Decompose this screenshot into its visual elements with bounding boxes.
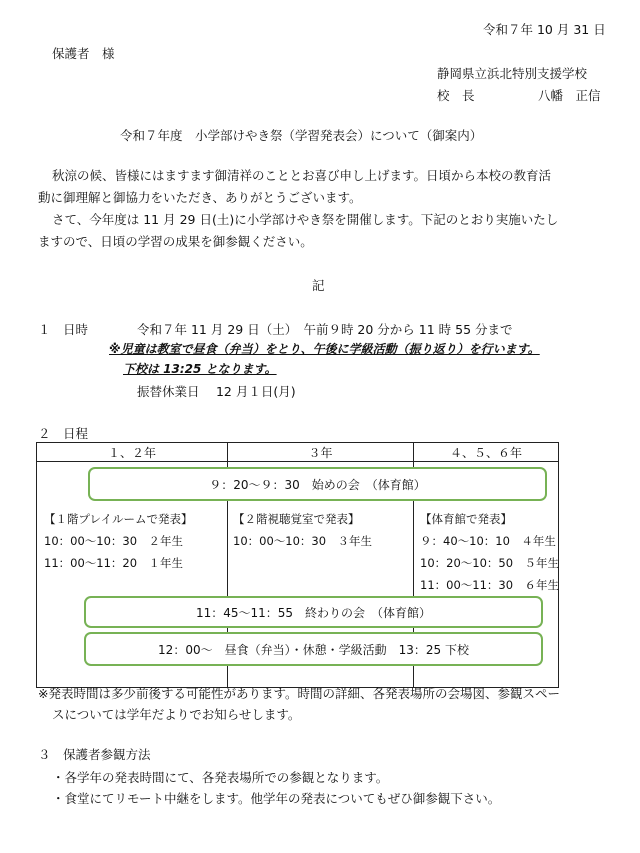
lunch-dismissal-label: 12：00～ 昼食（弁当）・休憩・学級活動 13：25 下校 bbox=[158, 642, 469, 657]
closing-ceremony-label: 11：45～11：55 終わりの会 （体育館） bbox=[195, 605, 432, 620]
grade12-item: 10：00～10：30 ２年生 bbox=[44, 534, 184, 548]
grade12-column bbox=[44, 508, 192, 574]
grade3-item: 10：00～10：30 ３年生 bbox=[233, 534, 373, 548]
body-p2-line1: さて、今年度は 11 月 29 日(土)に小学部けやき祭を開催します。下記のとおり実施いたし bbox=[52, 212, 559, 227]
col-header-grade3: ３年 bbox=[228, 443, 414, 462]
school-name: 静岡県立浜北特別支援学校 bbox=[437, 66, 588, 81]
body-p1-line2: 動に御理解と御協力をいただき、ありがとうございます。 bbox=[38, 190, 362, 205]
col-header-grade12: １、２年 bbox=[37, 443, 228, 462]
section3-heading: ３ 保護者参観方法 bbox=[38, 747, 151, 762]
section1-heading: １ 日時 bbox=[38, 322, 89, 337]
observation-item: ・各学年の発表時間にて、各発表場所での参観となります。 bbox=[52, 770, 389, 785]
schedule-note-line1: ※発表時間は多少前後する可能性があります。時間の詳細、各発表場所の会場図、参観スペー bbox=[38, 686, 560, 701]
grade3-column bbox=[233, 508, 372, 552]
body-p1-line1: 秋涼の候、皆様にはますます御清祥のこととお喜び申し上げます。日頃から本校の教育活 bbox=[52, 168, 552, 183]
document-title: 令和７年度 小学部けやき祭（学習発表会）について（御案内） bbox=[120, 128, 483, 143]
section2-heading: ２ 日程 bbox=[38, 426, 89, 441]
holiday-note: 振替休業日 12 月１日(月) bbox=[137, 384, 296, 399]
grade3-venue: 【２階視聴覚室で発表】 bbox=[233, 512, 360, 526]
lunch-note: ※児童は教室で昼食（弁当）をとり、午後に学級活動（振り返り）を行います。 bbox=[109, 342, 540, 356]
opening-ceremony bbox=[88, 467, 547, 501]
schedule-note-line2: スについては学年だよりでお知らせします。 bbox=[52, 707, 301, 722]
ki-label: 記 bbox=[312, 278, 325, 293]
body-p2-line2: ますので、日頃の学習の成果を御参観ください。 bbox=[38, 234, 313, 249]
observation-item: ・食堂にてリモート中継をします。他学年の発表についてもぜひ御参観下さい。 bbox=[52, 791, 501, 806]
principal-name: 八幡 正信 bbox=[538, 88, 601, 103]
grade12-item: 11：00～11：20 １年生 bbox=[44, 556, 184, 570]
grade456-venue: 【体育館で発表】 bbox=[420, 512, 512, 526]
lunch-dismissal bbox=[84, 632, 543, 666]
col-header-grade456: ４、５、６年 bbox=[414, 443, 559, 462]
document-date: 令和７年 10 月 31 日 bbox=[483, 22, 606, 37]
grade12-venue: 【１階プレイルームで発表】 bbox=[44, 512, 193, 526]
grade456-item: ９：40～10：10 ４年生 bbox=[420, 534, 556, 548]
addressee: 保護者 様 bbox=[52, 46, 115, 61]
closing-ceremony bbox=[84, 596, 543, 628]
dismissal-note: 下校は 13:25 となります。 bbox=[123, 362, 277, 376]
opening-ceremony-label: ９：20～９：30 始めの会 （体育館） bbox=[209, 477, 426, 492]
event-datetime: 令和７年 11 月 29 日（土） 午前９時 20 分から 11 時 55 分まで bbox=[137, 322, 513, 337]
grade456-item: 10：20～10：50 ５年生 bbox=[420, 556, 560, 570]
principal-title: 校 長 bbox=[437, 88, 475, 103]
grade456-column bbox=[420, 508, 559, 596]
grade456-item: 11：00～11：30 ６年生 bbox=[420, 578, 560, 592]
